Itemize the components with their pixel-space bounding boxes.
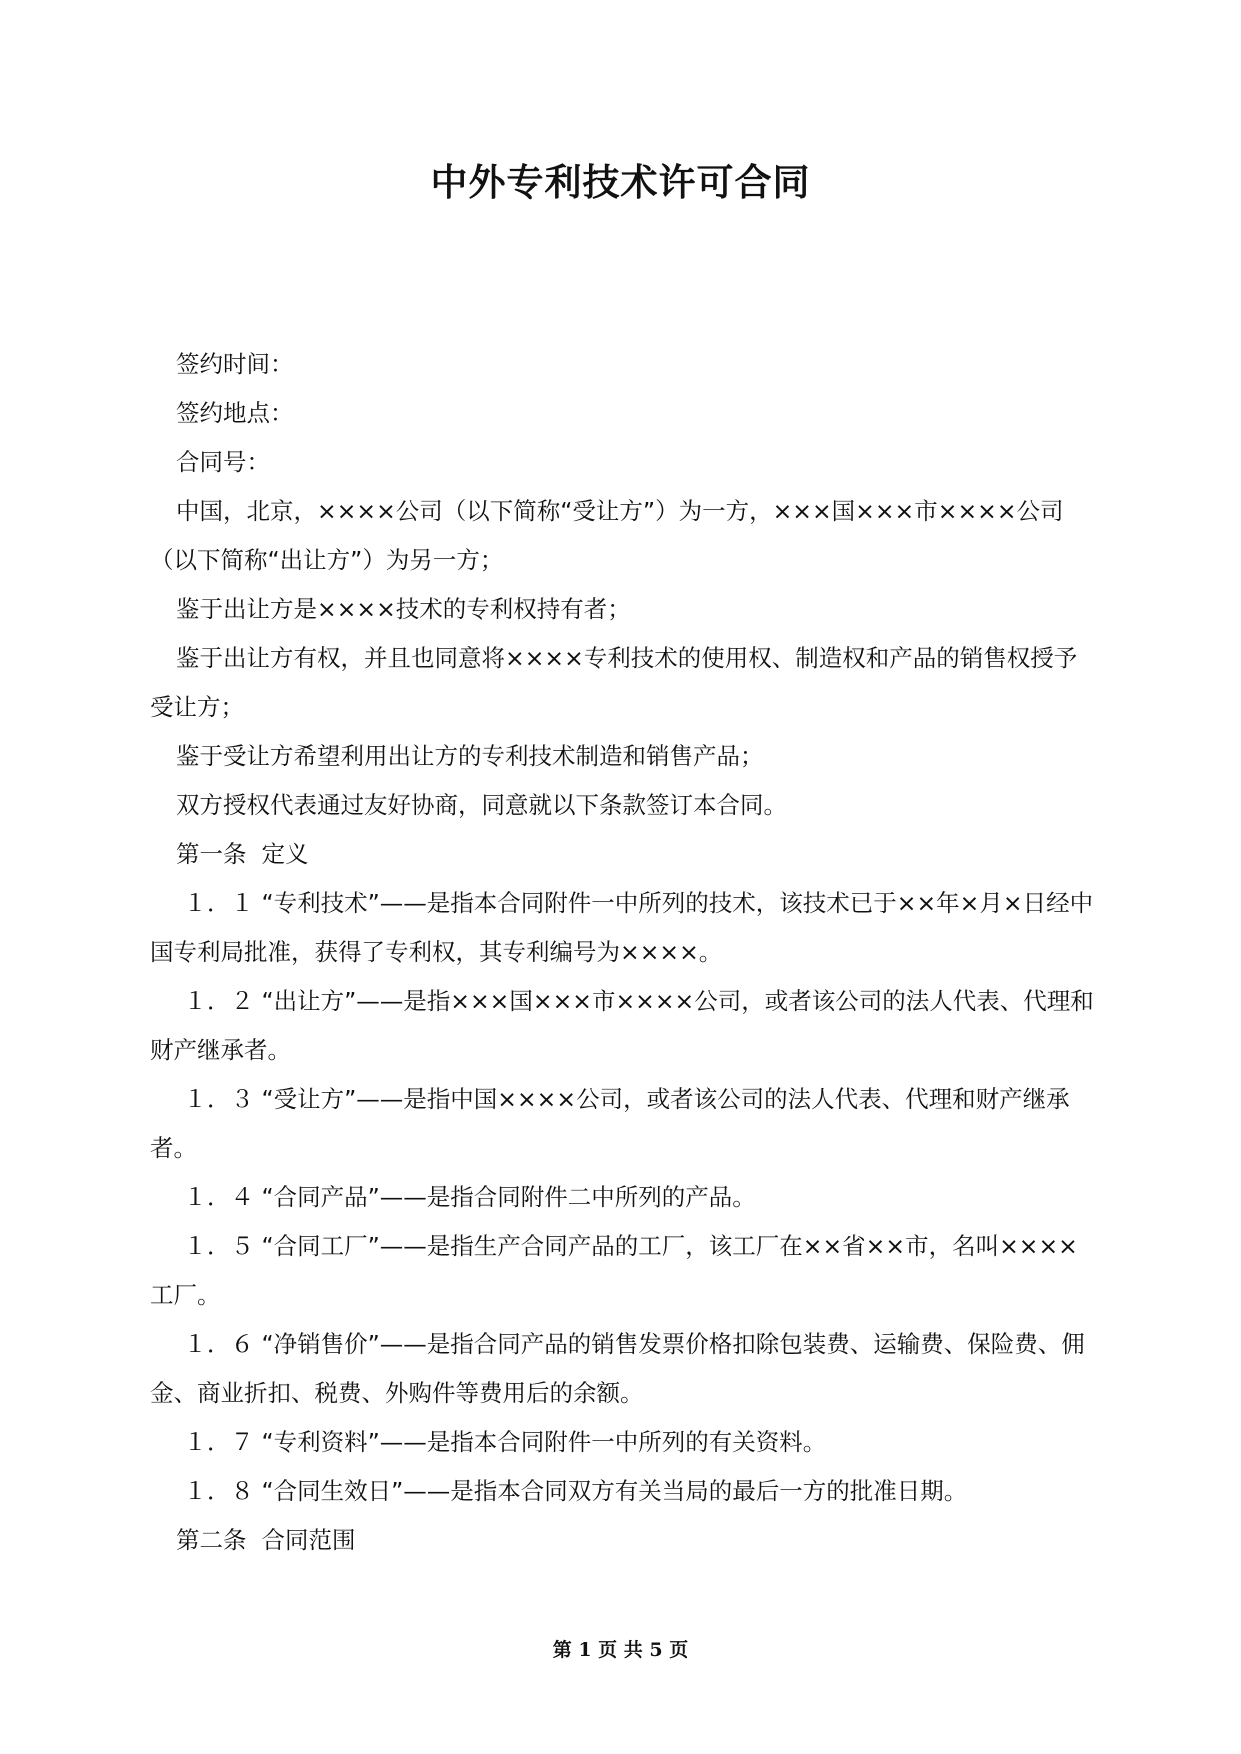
- document-title: 中外专利技术许可合同: [430, 161, 811, 204]
- clause-1-6: １．６ “净销售价”——是指合同产品的销售发票价格扣除包装费、运输费、保险费、佣金、商业折扣、税费、外购件等费用后的余额。: [150, 1330, 1085, 1407]
- article-2-heading: 第二条 合同范围: [176, 1526, 356, 1554]
- document-body: [150, 340, 1100, 1565]
- clause-1-7: １．７ “专利资料”——是指本合同附件一中所列的有关资料。: [176, 1428, 827, 1456]
- paragraph-agreement: 双方授权代表通过友好协商，同意就以下条款签订本合同。: [176, 791, 787, 819]
- paragraph-whereas-2: 鉴于出让方有权，并且也同意将××××专利技术的使用权、制造权和产品的销售权授予受让方；: [150, 644, 1078, 721]
- paragraph-contract-number: 合同号：: [176, 448, 270, 476]
- paragraph-whereas-1: 鉴于出让方是××××技术的专利权持有者；: [176, 595, 631, 623]
- clause-1-5: １．５ “合同工厂”——是指生产合同产品的工厂，该工厂在××省××市，名叫××××工厂。: [150, 1232, 1078, 1309]
- clause-1-8: １．８ “合同生效日”——是指本合同双方有关当局的最后一方的批准日期。: [176, 1477, 968, 1505]
- article-1-heading: 第一条 定义: [176, 840, 309, 868]
- page-number-footer: 第 1 页 共 5 页: [552, 1639, 689, 1661]
- paragraph-parties: 中国，北京，××××公司（以下简称“受让方”）为一方，×××国×××市××××公司（以下简称“出让方”）为另一方；: [150, 497, 1064, 574]
- paragraph-whereas-3: 鉴于受让方希望利用出让方的专利技术制造和销售产品；: [176, 742, 764, 770]
- clause-1-2: １．２ “出让方”——是指×××国×××市××××公司，或者该公司的法人代表、代理和财产继承者。: [150, 987, 1094, 1064]
- clause-1-1: １．１ “专利技术”——是指本合同附件一中所列的技术，该技术已于××年×月×日经中国专利局批准，获得了专利权，其专利编号为××××。: [150, 889, 1094, 966]
- clause-1-4: １．４ “合同产品”——是指合同附件二中所列的产品。: [176, 1183, 756, 1211]
- paragraph-signing-time: 签约时间：: [176, 350, 294, 378]
- paragraph-signing-place: 签约地点：: [176, 399, 294, 427]
- clause-1-3: １．３ “受让方”——是指中国××××公司，或者该公司的法人代表、代理和财产继承者。: [150, 1085, 1070, 1162]
